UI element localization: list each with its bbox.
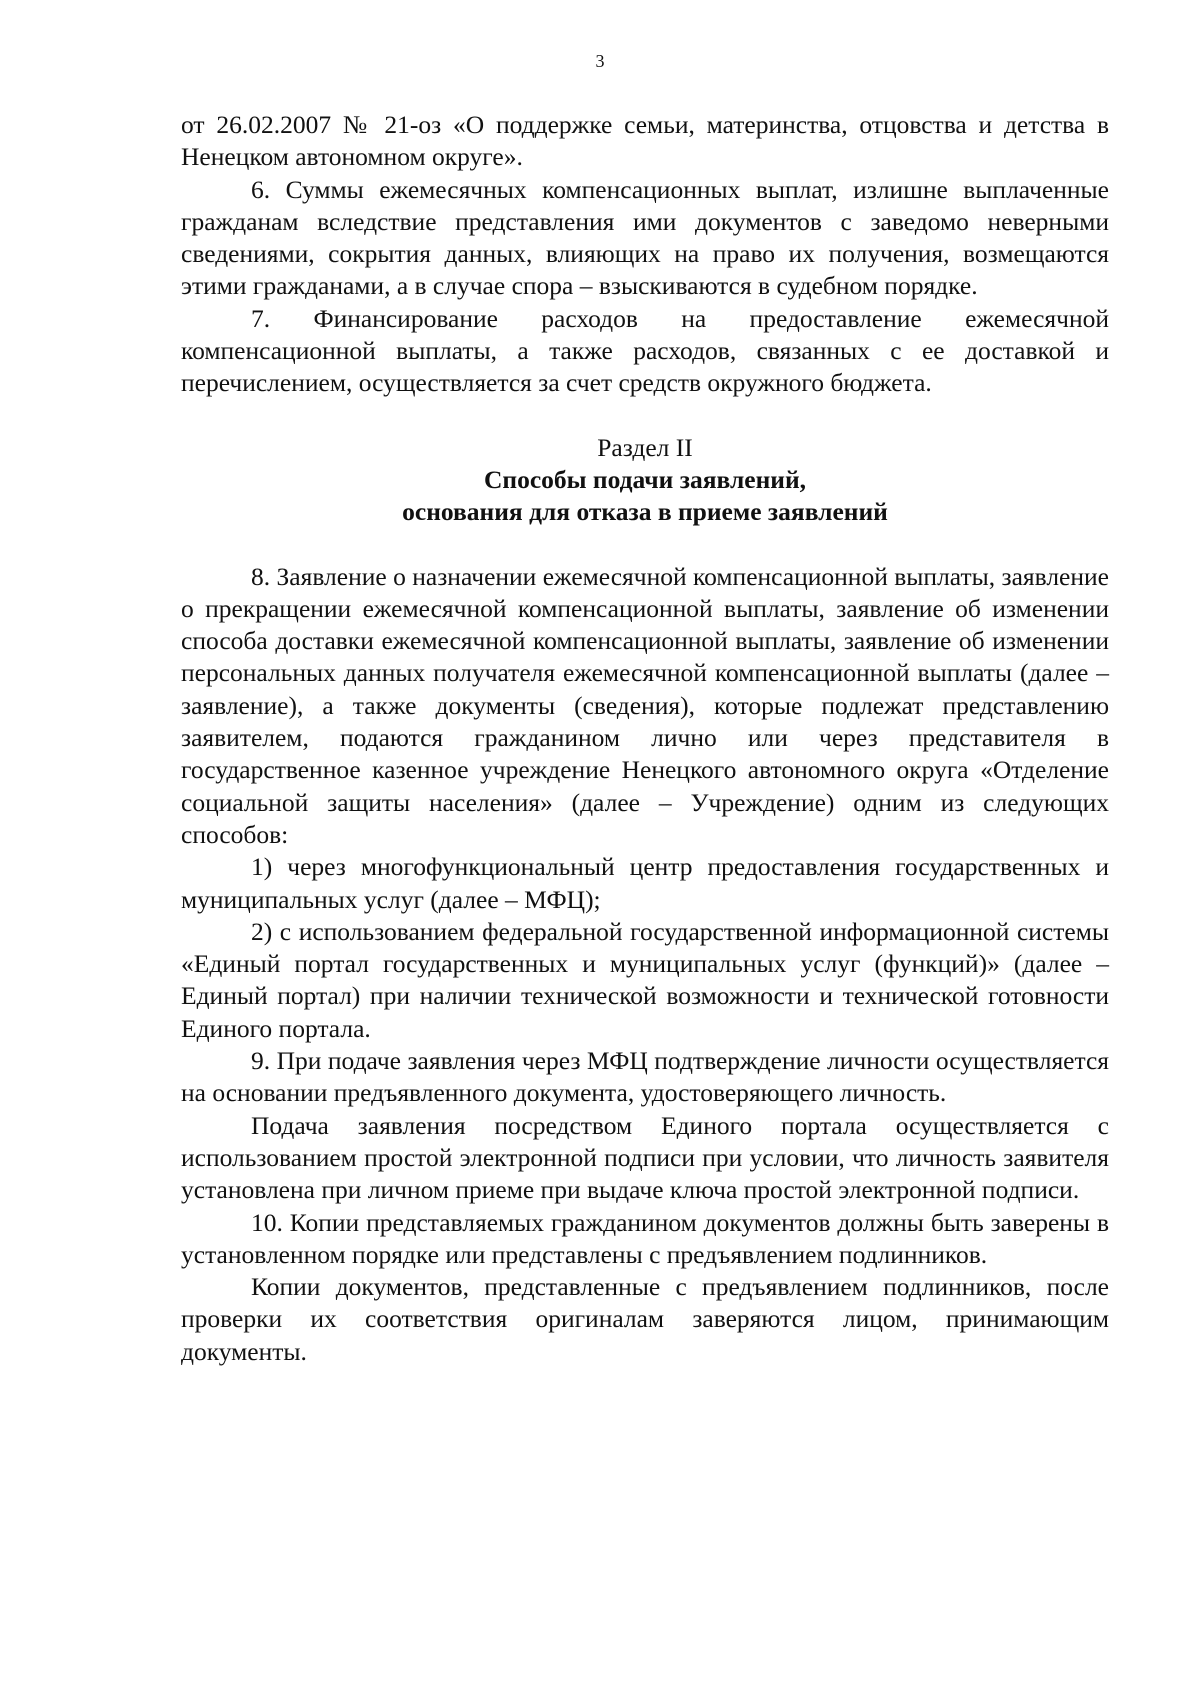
section-label: Раздел II [597,432,693,462]
paragraph-continuation: от 26.02.2007 № 21-оз «О поддержке семьи, материнства, отцовства и детства в Ненецком автономном округе». [181,110,1109,172]
page-number: 3 [595,51,605,71]
paragraph-item-8-sub-2: 2) с использованием федеральной государственной информационной системы «Единый портал государственных и муниципальных услуг (функций)» (далее – Единый портал) при наличии технической возможности и технической готовности Единого портала. [181,916,1109,1043]
paragraph-item-6: 6. Суммы ежемесячных компенсационных выплат, излишне выплаченные гражданам вследствие представления ими документов с заведомо неверными сведениями, сокрытия данных, влияющих на право их получения, возмещаются этими гражданами, а в случае спора – взыскиваются в судебном порядке. [181,174,1109,301]
paragraph-item-8: 8. Заявление о назначении ежемесячной компенсационной выплаты, заявление о прекращении ежемесячной компенсационной выплаты, заявление об изменении способа доставки ежемесячной компенсационной выплаты, заявление об изменении персональных данных получателя ежемесячной компенсационной выплаты (далее – заявление), а также документы (сведения), которые подлежат представлению заявителем, подаются гражданином лично или через представителя в государственное казенное учреждение Ненецкого автономного округа «Отделение социальной защиты населения» (далее – Учреждение) одним из следующих способов: [181,561,1109,849]
paragraph-item-8-sub-1: 1) через многофункциональный центр предоставления государственных и муниципальных услуг (далее – МФЦ); [181,852,1109,914]
document-body [181,109,1109,1368]
paragraph-item-9: 9. При подаче заявления через МФЦ подтверждение личности осуществляется на основании предъявленного документа, удостоверяющего личность. [181,1046,1109,1108]
section-title-line-1: Способы подачи заявлений, [483,464,807,494]
paragraph-item-7: 7. Финансирование расходов на предоставление ежемесячной компенсационной выплаты, а также расходов, связанных с ее доставкой и перечислением, осуществляется за счет средств окружного бюджета. [181,303,1109,398]
paragraph-item-10: 10. Копии представляемых гражданином документов должны быть заверены в установленном порядке или представлены с предъявлением подлинников. [181,1207,1109,1269]
section-heading [181,432,1109,529]
paragraph-item-10-continued: Копии документов, представленные с предъявлением подлинников, после проверки их соответствия оригиналам заверяются лицом, принимающим документы. [181,1272,1109,1366]
paragraph-item-9-continued: Подача заявления посредством Единого портала осуществляется с использованием простой электронной подписи при условии, что личность заявителя установлена при личном приеме при выдаче ключа простой электронной подписи. [181,1110,1109,1205]
section-title-line-2: основания для отказа в приеме заявлений [402,497,888,527]
